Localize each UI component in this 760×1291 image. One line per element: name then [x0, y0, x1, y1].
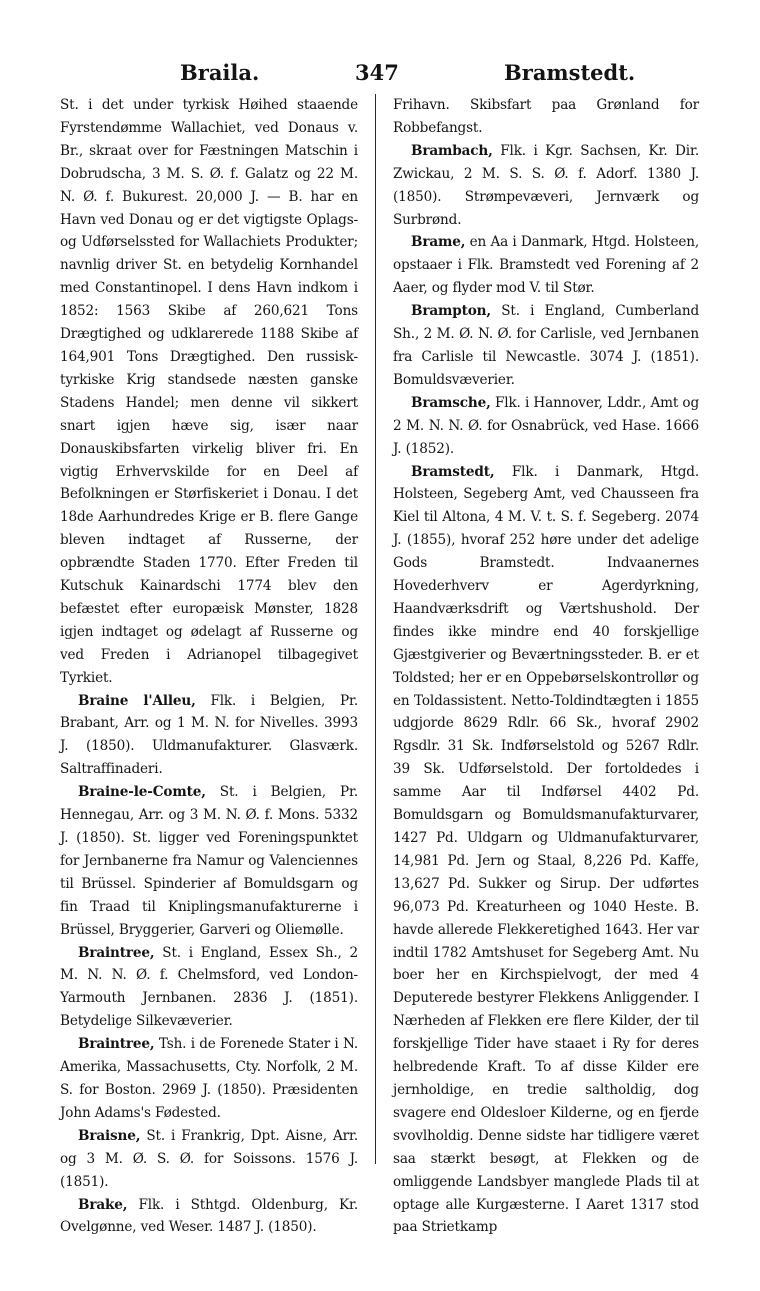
entry [60, 1194, 358, 1240]
entry-text: St. i Belgien, Pr. Hennegau, Arr. og 3 M. N. Ø. f. Mons. 5332 J. (1850). St. ligger ved Foreningspunktet for Jernbanerne fra Namur og Valenciennes til Brüssel. Spinderier af Bomuldsgarn og fin Traad til Kniplingsmanufakturerne i Brüssel, Bryggerier, Garveri og Oliemølle. [60, 784, 359, 938]
entry-text: Flk. i Sthtgd. Oldenburg, Kr. Ovelgønne, ved Weser. 1487 J. (1850). [60, 1196, 358, 1236]
entry-text: Flk. i Danmark, Htgd. Holsteen, Segeberg Amt, ved Chausseen fra Kiel til Altona, 4 M. V. t. S. f. Segeberg. 2074 J. (1855), hvoraf 252 høre under det adelige Gods Bramstedt. Indvaanernes Hovederhverv er Agerdyrkning, Haandværksdrift og Værtshushold. Der findes ikke mindre end 40 forskjellige Gjæstgiverier og Beværtningssteder. B. er et Toldsted; her er en Oppebørselskontrollør og en Toldassistent. Netto-Toldindtægten i 1855 udgjorde 8629 Rdlr. 66 Sk., hvoraf 2902 Rgsdlr. 31 Sk. Indførselstold og 5267 Rdlr. 39 Sk. Udførselstold. Der fortoldedes i samme Aar til Indførsel 4402 Pd. Bomuldsgarn og Bomuldsmanufakturvarer, 1427 Pd. Uldgarn og Uldmanufakturvarer, 14,981 Pd. Jern og Staal, 8,226 Pd. Kaffe, 13,627 Pd. Sukker og Sirup. Der udførtes 96,073 Pd. Kreaturheen og 1040 Heste. B. havde allerede Flekkeretighed 1643. Her var indtil 1782 Amtshuset for Segeberg Amt. Nu boer her en Kirchspielvogt, der med 4 Deputerede bestyrer Flekkens Anliggender. I Nærheden af Flekken ere flere Kilder, der til forskjellige Tider have staaet i Ry for deres helbredende Kraft. To af disse Kilder ere jernholdige, en tredie saltholdig, dog svagere end Oldesloer Kilderne, og en fjerde svovlholdig. Denne sidste har tidligere været saa stærkt besøgt, at Flekken og de omliggende Landsbyer manglede Plads til at optage alle Kurgæsterne. I Aaret 1317 stod paa Strietkamp [393, 463, 700, 1236]
entry [60, 781, 358, 941]
entry-headword: Brame, [411, 234, 466, 251]
entry [60, 690, 358, 782]
entry [393, 392, 699, 461]
entry [60, 1033, 358, 1125]
continued-entry-text: Frihavn. Skibsfart paa Grønland for Robbefangst. [393, 97, 699, 136]
column-divider [375, 94, 376, 1164]
right-catchword: Bramstedt. [504, 60, 636, 85]
entry-text: St. i England, Cumberland Sh., 2 M. Ø. N. Ø. for Carlisle, ved Jernbanen fra Carlisle til Newcastle. 3074 J. (1851). Bomuldsvæverier. [393, 303, 700, 388]
entry-text: Flk. i Hannover, Lddr., Amt og 2 M. N. N. Ø. for Osnabrück, ved Hase. 1666 J. (1852). [393, 394, 699, 457]
entry [393, 461, 699, 1240]
entry-headword: Braisne, [78, 1127, 141, 1144]
entry-headword: Braintree, [78, 944, 155, 961]
entry-text: en Aa i Danmark, Htgd. Holsteen, opstaaer i Flk. Bramstedt ved Forening af 2 Aaer, og flyder mod V. til Stør. [393, 234, 700, 297]
entry-headword: Brampton, [411, 303, 491, 320]
entry-headword: Bramstedt, [411, 463, 495, 480]
entry-text: Flk. i Belgien, Pr. Brabant, Arr. og 1 M. N. for Nivelles. 3993 J. (1850). Uldmanufakturer. Glasværk. Saltraffinaderi. [60, 692, 358, 778]
entry-headword: Bramsche, [411, 394, 491, 411]
entry-text: Flk. i Kgr. Sachsen, Kr. Dir. Zwickau, 2 M. S. S. Ø. f. Adorf. 1380 J. (1850). Strømpevæveri, Jernværk og Surbrønd. [393, 142, 699, 228]
entry-headword: Braine-le-Comte, [78, 784, 206, 801]
right-column [393, 94, 699, 1239]
entry [60, 942, 358, 1034]
entry-headword: Brake, [78, 1196, 128, 1213]
left-column [60, 94, 358, 1239]
running-head [62, 60, 710, 90]
entry-text: St. i Frankrig, Dpt. Aisne, Arr. og 3 M. Ø. S. Ø. for Soissons. 1576 J. (1851). [60, 1127, 358, 1190]
entry [60, 1125, 358, 1194]
entry-headword: Braine l'Alleu, [78, 692, 196, 709]
entry [393, 300, 699, 392]
continued-entry-text: St. i det under tyrkisk Høihed staaende Fyrstendømme Wallachiet, ved Donaus v. Br., skraat over for Fæstningen Matschin i Dobrudscha, 3 M. S. Ø. f. Galatz og 22 M. N. Ø. f. Bukurest. 20,000 J. — B. har en Havn ved Donau og er det vigtigste Oplags- og Udførselssted for Wallachiets Produkter; navnlig driver St. en betydelig Kornhandel med Constantinopel. I dens Havn indkom i 1852: 1563 Skibe af 260,621 Tons Drægtighed og udklarerede 1188 Skibe af 164,901 Tons Drægtighed. Den russisk-tyrkiske Krig standsede næsten ganske Stadens Handel; men denne vil sikkert snart igjen hæve sig, især naar Donauskibsfarten virkelig bliver fri. En vigtig Erhvervskilde for en Deel af Befolkningen er Størfiskeriet i Donau. I det 18de Aarhundredes Krige er B. flere Gange bleven indtaget af Russerne, der opbrændte Staden 1770. Efter Freden til Kutschuk Kainardschi 1774 blev den befæstet efter europæisk Mønster, 1828 igjen indtaget og ødelagt af Russerne og ved Freden i Adrianopel tilbagegivet Tyrkiet. [60, 97, 358, 686]
entry-text: St. i England, Essex Sh., 2 M. N. N. Ø. f. Chelmsford, ved London-Yarmouth Jernbanen. 2836 J. (1851). Betydelige Silkevæverier. [60, 944, 359, 1030]
entry-headword: Braintree, [78, 1036, 155, 1053]
entry [393, 140, 699, 232]
entry [393, 231, 699, 300]
entry-headword: Brambach, [411, 142, 493, 159]
page-number: 347 [355, 60, 399, 85]
left-catchword: Braila. [180, 60, 260, 85]
entry-text: Tsh. i de Forenede Stater i N. Amerika, Massachusetts, Cty. Norfolk, 2 M. S. for Boston. 2969 J. (1850). Præsidenten John Adams's Fødested. [60, 1036, 358, 1121]
